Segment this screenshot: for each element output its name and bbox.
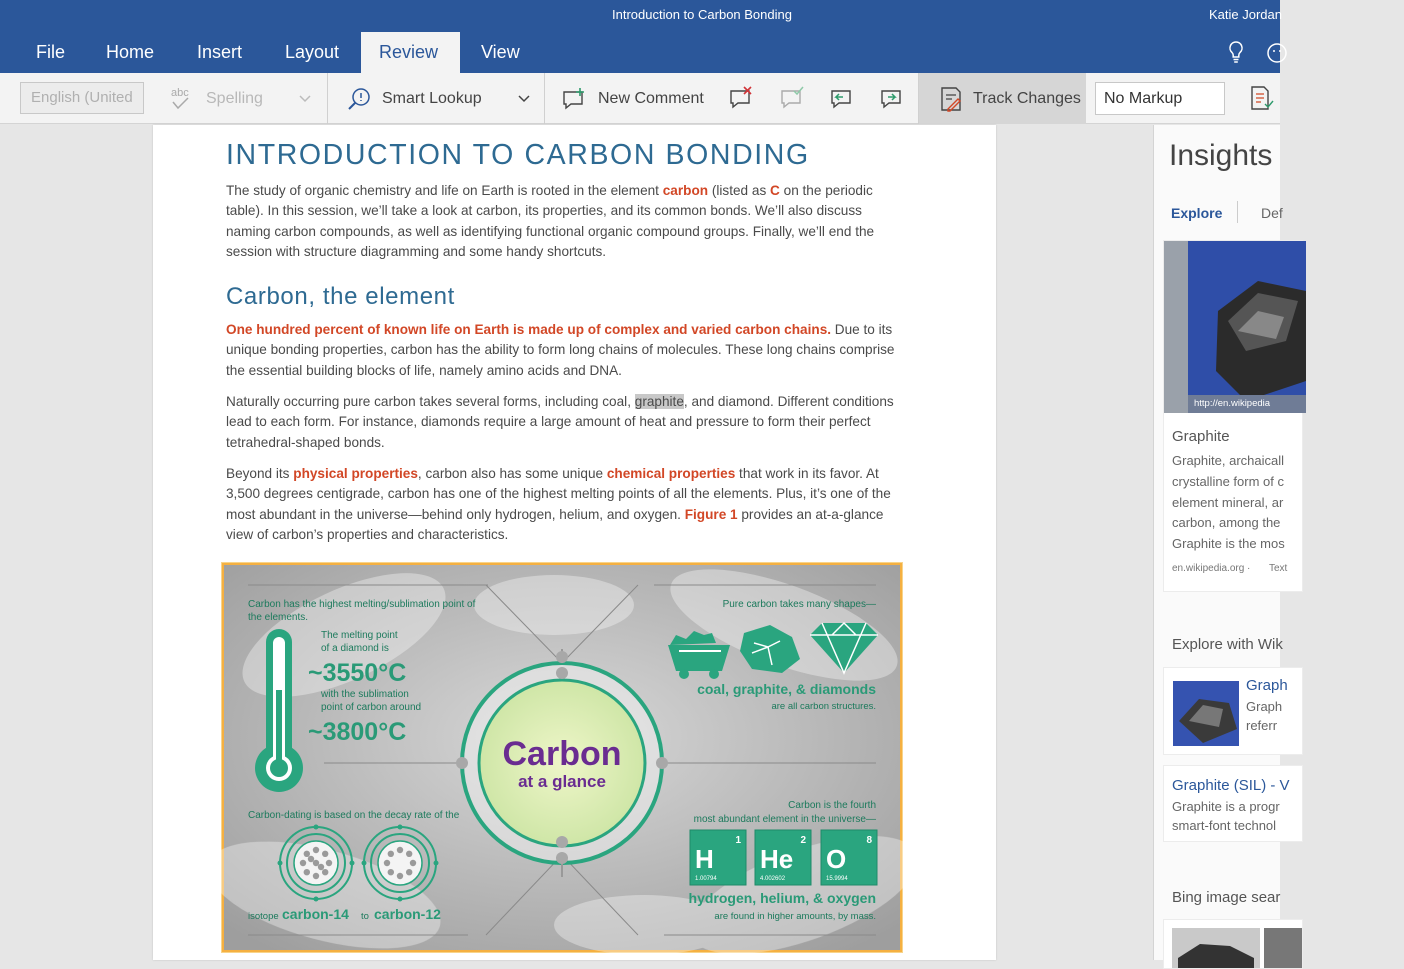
- text-run: , and diamond. Different conditions lead to each form. For instance, diamonds require a large amount of heat and pressure to form their perfect tetrahedral-shaped bonds.: [226, 394, 894, 450]
- bing-image-card[interactable]: [1163, 919, 1303, 969]
- tab-insert[interactable]: Insert: [197, 42, 243, 62]
- document-title: Introduction to Carbon Bonding: [612, 7, 792, 22]
- insights-pane: [1153, 125, 1290, 960]
- title-bar: [0, 0, 1280, 73]
- review-ribbon: [0, 73, 1280, 124]
- element-tiles: [690, 830, 877, 885]
- text-run: provides an at-a-glance view of carbon’s properties and characteristics.: [226, 506, 884, 542]
- previous-comment-icon[interactable]: [829, 86, 855, 110]
- text-run: Due to its unique bonding properties, carbon has the ability to form long chains of molecules. These long chains comprise the essential building blocks of life, namely amino acids and DNA.: [226, 322, 895, 378]
- text-run: , carbon also has some unique: [417, 465, 607, 481]
- tab-layout[interactable]: Layout: [285, 42, 340, 62]
- element-number: 8: [866, 835, 872, 846]
- track-changes-icon: [938, 85, 964, 113]
- text-run: (listed as: [708, 183, 771, 198]
- spelling-button[interactable]: [170, 73, 311, 124]
- body-paragraph[interactable]: [226, 464, 906, 545]
- spelling-check-icon: [170, 85, 196, 113]
- wiki-result-card[interactable]: [1163, 667, 1303, 755]
- abundance-subtitle: are found in higher amounts, by mass.: [714, 911, 876, 922]
- selected-word[interactable]: graphite: [634, 394, 684, 410]
- tab-divider: [1237, 201, 1238, 223]
- forms-title: coal, graphite, & diamonds: [697, 681, 876, 697]
- isotope-prefix: isotope: [248, 911, 279, 922]
- result-type: Text: [1269, 563, 1288, 574]
- tab-explore[interactable]: Explore: [1171, 205, 1223, 221]
- carbon-sublimation-temp: ~3800°C: [308, 718, 407, 746]
- element-tile: [690, 830, 746, 885]
- highlighted-term: physical properties: [293, 465, 418, 481]
- element-symbol: O: [826, 844, 847, 874]
- ribbon-divider: [327, 73, 328, 124]
- document-body[interactable]: [226, 135, 906, 556]
- highlighted-term: chemical properties: [606, 465, 736, 481]
- forms-caption: Pure carbon takes many shapes—: [722, 599, 876, 610]
- melting-caption-line2: the elements.: [248, 612, 309, 623]
- chevron-down-icon[interactable]: [518, 95, 530, 103]
- result-title[interactable]: Graphite: [1172, 428, 1230, 445]
- new-comment-label: New Comment: [598, 89, 704, 107]
- text-run: Beyond its: [226, 465, 294, 481]
- bing-image-heading: Bing image sear: [1172, 889, 1281, 906]
- text-run: The study of organic chemistry and life on Earth is rooted in the element: [226, 183, 663, 198]
- snippet-line: Graphite, archaicall: [1172, 453, 1284, 468]
- wiki-result-title[interactable]: Graph: [1246, 677, 1288, 694]
- text-run: that work in its favor. At 3,500 degrees centigrade, carbon has one of the highest melting points of all the elements. Plus, it’s one of the most abundant in the universe—behind only hydrogen, helium, and oxygen.: [226, 465, 891, 522]
- snippet-line: Graphite is the mos: [1172, 536, 1285, 552]
- tab-review[interactable]: Review: [361, 32, 460, 73]
- new-comment-button[interactable]: [561, 73, 704, 124]
- smart-lookup-button[interactable]: [346, 73, 530, 124]
- diamond-caption-line1: The melting point: [321, 630, 398, 641]
- diamond-melting-temp: ~3550°C: [308, 659, 407, 687]
- element-tile: [821, 830, 877, 885]
- snippet-line: element mineral, ar: [1172, 494, 1284, 510]
- ribbon-divider: [544, 73, 545, 124]
- document-heading[interactable]: INTRODUCTION TO CARBON BONDING: [226, 139, 810, 171]
- track-changes-label: Track Changes: [973, 89, 1081, 107]
- tab-define[interactable]: Def: [1261, 205, 1283, 221]
- language-selector[interactable]: English (United: [20, 82, 144, 114]
- tab-view[interactable]: View: [481, 42, 520, 62]
- abundance-title: hydrogen, helium, & oxygen: [688, 890, 876, 906]
- element-mass: 1.00794: [695, 876, 717, 882]
- image-side-strip: [1164, 241, 1188, 413]
- insights-title: Insights: [1169, 139, 1273, 172]
- chevron-down-icon[interactable]: [299, 95, 311, 103]
- center-subtitle: at a glance: [518, 772, 606, 791]
- figure-reference: Figure 1: [684, 506, 738, 522]
- explore-wiki-heading: Explore with Wik: [1172, 636, 1283, 653]
- tab-home[interactable]: Home: [106, 42, 155, 62]
- sil-snippet-line: smart-font technol: [1172, 818, 1277, 833]
- diamond-caption-line2: of a diamond is: [321, 643, 389, 654]
- abundance-caption-line2: most abundant element in the universe—: [693, 814, 876, 825]
- markup-selector[interactable]: No Markup: [1095, 82, 1225, 115]
- graphite-result-card[interactable]: [1163, 240, 1303, 592]
- carbon-12-label: carbon-12: [374, 906, 441, 922]
- smart-lookup-label: Smart Lookup: [382, 89, 482, 107]
- infographic-figure[interactable]: [222, 563, 902, 952]
- highlighted-term: carbon: [662, 183, 709, 198]
- forms-subtitle: are all carbon structures.: [771, 701, 876, 712]
- body-paragraph[interactable]: [226, 320, 906, 381]
- sublimation-caption-line2: point of carbon around: [321, 702, 422, 713]
- element-number: 1: [735, 835, 741, 846]
- result-snippet: [1172, 451, 1285, 555]
- feedback-smiley-icon[interactable]: [1266, 42, 1288, 64]
- result-source[interactable]: en.wikipedia.org ·: [1172, 563, 1251, 574]
- body-paragraph[interactable]: [226, 392, 906, 453]
- highlighted-sentence: One hundred percent of known life on Earth is made up of complex and varied carbon chains.: [226, 322, 832, 338]
- element-symbol: H: [695, 844, 714, 874]
- element-symbol: He: [760, 844, 794, 874]
- wiki-snippet-line: Graph: [1246, 699, 1283, 714]
- text-run: Naturally occurring pure carbon takes several forms, including coal,: [226, 394, 635, 410]
- snippet-line: crystalline form of c: [1172, 473, 1284, 489]
- graphite-image[interactable]: [1188, 241, 1306, 413]
- section-heading[interactable]: Carbon, the element: [226, 283, 455, 311]
- carbon-infographic: [224, 565, 900, 950]
- tab-file[interactable]: File: [36, 42, 66, 62]
- track-changes-button[interactable]: [919, 73, 1086, 124]
- resolve-comment-icon[interactable]: [779, 86, 805, 110]
- melting-caption-line1: Carbon has the highest melting/sublimation point of: [248, 599, 476, 610]
- text-run: on the periodic table). In this session, we’ll take a look at carbon, its properties, and its common bonds. We’ll also discuss naming carbon compounds, as well as identifying functional organic compound groups. Finally, we’ll end the session with structure diagramming and some handy shortcuts.: [226, 183, 875, 259]
- next-comment-icon[interactable]: [879, 86, 905, 110]
- sil-snippet-line: Graphite is a progr: [1172, 799, 1280, 814]
- sil-result-card[interactable]: [1163, 765, 1303, 842]
- highlighted-term: C: [770, 183, 780, 198]
- image-source-caption: http://en.wikipedia: [1194, 398, 1271, 409]
- delete-comment-icon[interactable]: [728, 86, 754, 110]
- isotope-to: to: [361, 911, 369, 922]
- carbon-14-label: carbon-14: [282, 906, 349, 922]
- spelling-label: Spelling: [206, 89, 263, 107]
- intro-paragraph[interactable]: [226, 181, 906, 262]
- snippet-line: carbon, among the: [1172, 515, 1281, 531]
- abundance-caption-line1: Carbon is the fourth: [788, 800, 876, 811]
- lightbulb-icon[interactable]: [1226, 40, 1246, 64]
- element-tile: [755, 830, 811, 885]
- element-mass: 4.002602: [760, 876, 786, 882]
- svg-text:abc: abc: [171, 86, 189, 99]
- sublimation-caption-line1: with the sublimation: [321, 689, 409, 700]
- center-title: Carbon: [502, 735, 622, 773]
- smart-lookup-icon: [346, 86, 372, 112]
- dating-caption: Carbon-dating is based on the decay rate of the: [248, 810, 460, 821]
- bing-image-thumbnails[interactable]: [1172, 928, 1302, 968]
- graphite-thumbnail: [1173, 681, 1239, 746]
- show-markup-icon[interactable]: [1248, 84, 1274, 112]
- element-mass: 15.9994: [826, 876, 848, 882]
- new-comment-icon: [561, 87, 587, 111]
- sil-result-title[interactable]: Graphite (SIL) - V: [1172, 777, 1290, 794]
- wiki-snippet-line: referr: [1246, 718, 1278, 733]
- user-name[interactable]: Katie Jordan: [1209, 7, 1282, 22]
- element-number: 2: [800, 835, 806, 846]
